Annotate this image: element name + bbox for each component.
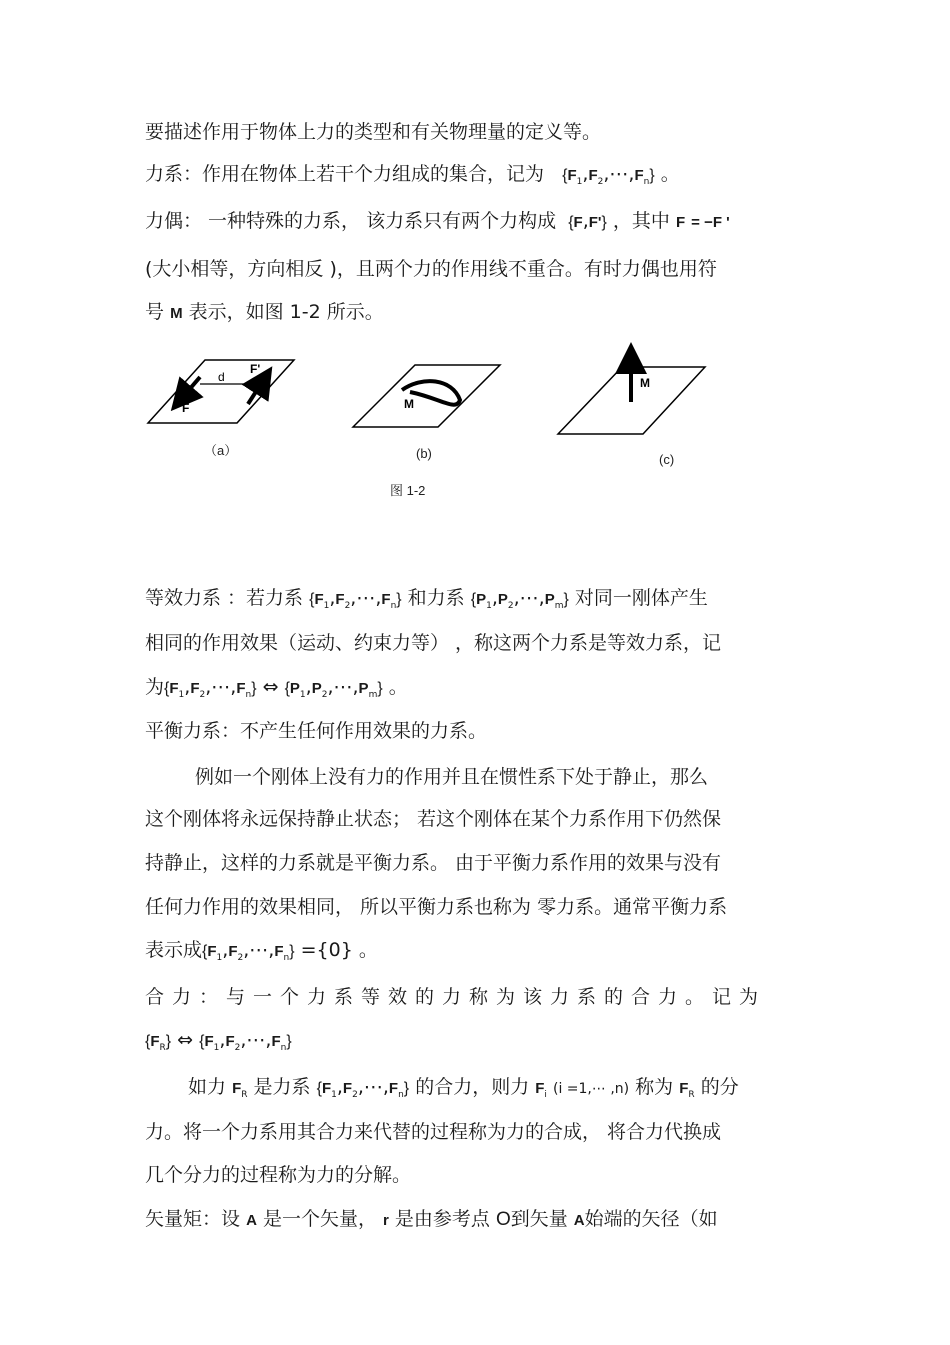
text-line-8: 为$\{F_1,F_2,\cdots,F_n\}$ ⇔ $\{P_1,P_2,\cdots,P_m\}$ 。: [145, 676, 408, 700]
definition-force-system: 力系：作用在物体上若干个力组成的集合，记为: [145, 163, 545, 185]
caption-a: （a）: [204, 443, 238, 458]
text-line-11: 这个刚体将永远保持静止状态； 若这个刚体在某个力系作用下仍然保: [145, 808, 722, 830]
text-line-7: 相同的作用效果（运动、约束力等） ，称这两个力系是等效力系，记: [145, 632, 722, 654]
text-line-13: 任何力作用的效果相同， 所以平衡力系也称为 零力系。通常平衡力系: [145, 896, 728, 918]
definition-couple: 力偶： 一种特殊的力系， 该力系只有两个力构成: [145, 210, 557, 232]
text-line-equivalent: 等效力系 ：若力系 $\{F_1,F_2,\cdots,F_n\}$ 和力系 $\{P_1,P_2,\cdots,P_m\}$ 对同一刚体产生: [145, 587, 708, 611]
text-line-1: 要描述作用于物体上力的类型和有关物理量的定义等。: [145, 121, 602, 143]
text-line-couple: 力偶： 一种特殊的力系， 该力系只有两个力构成 {F,F'} ，其中 F = −F ': [145, 210, 730, 232]
label-M-c: M: [640, 376, 650, 390]
figure-title: 图 1-2: [390, 483, 426, 498]
text-line-4: (大小相等，方向相反 )，且两个力的作用线不重合。有时力偶也用符: [145, 258, 717, 280]
label-F-prime: F': [250, 362, 261, 376]
definition-equivalent: 等效力系 ：若力系: [145, 587, 304, 609]
text-line-5: 号 M 表示，如图 1-2 所示。: [145, 301, 384, 323]
text-line-10: 例如一个刚体上没有力的作用并且在惯性系下处于静止，那么: [195, 766, 709, 788]
figure-b-plane: [353, 365, 500, 427]
caption-c: (c): [659, 452, 675, 467]
figure-c-plane: [558, 350, 705, 434]
text-line-17: 如力 $F_R$ 是力系 $\{F_1,F_2,\cdots,F_n\}$ 的合力，则力 $F_i$ (i =1,⋯ ,n) 称为 $F_R$ 的分: [188, 1076, 739, 1100]
label-F: F: [182, 401, 190, 415]
text-line-18: 力。将一个力系用其合力来代替的过程称为力的合成， 将合力代换成: [145, 1121, 722, 1143]
text-line-16: $\{F_R\}$ ⇔ $\{F_1,F_2,\cdots,F_n\}$: [145, 1029, 292, 1053]
text-line-19: 几个分力的过程称为力的分解。: [145, 1164, 412, 1186]
text-line-vector-moment: 矢量矩：设 A 是一个矢量， r 是由参考点 O到矢量 A始端的矢径（如: [145, 1208, 718, 1230]
text-line-resultant: 合力：与一个力系等效的力称为该力系的合力。记为: [145, 986, 767, 1008]
label-M-b: M: [404, 397, 414, 411]
text-line-equilibrium: 平衡力系：不产生任何作用效果的力系。: [145, 720, 488, 742]
text-line-12: 持静止，这样的力系就是平衡力系。 由于平衡力系作用的效果与没有: [145, 852, 722, 874]
text-line-14: 表示成$\{F_1,F_2,\cdots,F_n\} =\{0\}$ 。: [145, 939, 378, 963]
caption-b: (b): [416, 446, 432, 461]
label-d: d: [218, 370, 225, 384]
text-line-force-system: 力系：作用在物体上若干个力组成的集合，记为 $\{F_1,F_2,\cdots,F_n\}$ 。: [145, 163, 680, 187]
figure-a-plane: [148, 360, 294, 423]
